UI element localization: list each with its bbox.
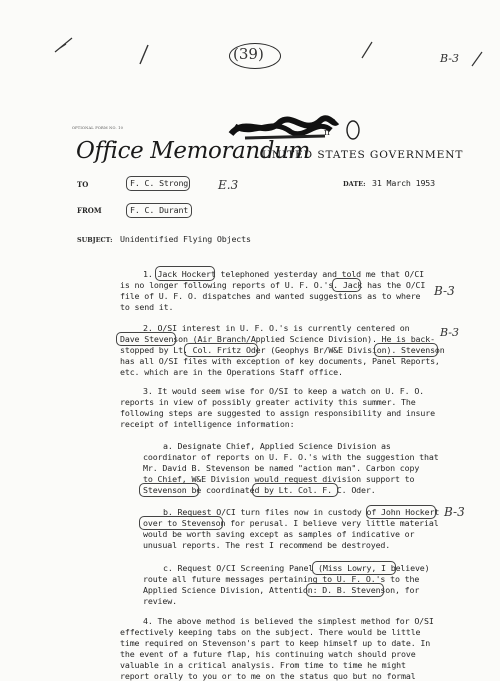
subject-label: SUBJECT: xyxy=(77,236,113,244)
handwritten-circle-mark xyxy=(342,118,364,142)
body-line: would be worth saving except as samples of indicative or xyxy=(143,529,415,539)
body-line: 1. Jack Hockert telephoned yesterday and told me that O/CI xyxy=(143,269,425,279)
bracket-jack-hockert xyxy=(155,266,215,281)
body-line: stopped by Lt. Col. Fritz Oder (Geophys Br/W&E Division). Stevenson xyxy=(120,345,445,355)
body-line: 3. It would seem wise for O/SI to keep a watch on U. F. O. xyxy=(143,386,425,396)
margin-note-3: B-3 xyxy=(444,505,465,519)
margin-note-top: B-3 xyxy=(440,52,460,65)
from-label: FROM xyxy=(77,206,102,215)
body-line: to send it. xyxy=(120,302,174,312)
body-line: time required on Stevenson's part to keep himself up to date. In xyxy=(120,638,431,648)
bracket-oder-3a xyxy=(252,483,338,497)
bracket-stevenson xyxy=(374,343,438,357)
bracket-db-stevenson xyxy=(306,583,384,597)
to-label: TO xyxy=(77,180,89,189)
margin-tick-marks xyxy=(0,0,500,120)
body-line: the event of a future flap, his continuing watch should prove xyxy=(120,649,416,659)
body-line: Applied Science Division, Attention: D. B. Stevenson, for xyxy=(143,585,420,595)
margin-note-1: B-3 xyxy=(434,284,455,298)
redacted-text-fragment: n xyxy=(324,128,330,138)
government-heading: UNITED STATES GOVERNMENT xyxy=(262,149,464,161)
body-line: to Chief, W&E Division would request division support to xyxy=(143,474,415,484)
body-line: has all O/SI files with exception of key documents, Panel Reports, xyxy=(120,356,440,366)
body-line: receipt of intelligence information: xyxy=(120,419,295,429)
date-value: 31 March 1953 xyxy=(372,178,435,188)
bracket-miss-lowry xyxy=(312,561,396,575)
bracket-dave-stevenson xyxy=(116,332,176,346)
body-line: is no longer following reports of U. F. O.'s. Jack has the O/CI xyxy=(120,280,426,290)
to-value: F. C. Strong xyxy=(130,178,189,188)
body-line: effectively keeping tabs on the subject. There would be little xyxy=(120,627,421,637)
body-line: b. Request O/CI turn files now in custody of John Hockert xyxy=(163,507,440,517)
memo-title: Office Memorandum xyxy=(76,138,310,164)
from-value: F. C. Durant xyxy=(130,205,189,215)
bracket-stevenson-3b xyxy=(139,516,223,530)
body-line: coordinator of reports on U. F. O.'s with the suggestion that xyxy=(143,452,439,462)
body-line: unusual reports. The rest I recommend be destroyed. xyxy=(143,540,391,550)
body-line: valuable in a critical analysis. From time to time he might xyxy=(120,660,406,670)
body-line: Stevenson be coordinated by Lt. Col. F. C. Oder. xyxy=(143,485,376,495)
body-line: Mr. David B. Stevenson be named "action man". Carbon copy xyxy=(143,463,420,473)
body-line: Dave Stevenson (Air Branch/Applied Science Division). He is back- xyxy=(120,334,435,344)
body-line: c. Request O/CI Screening Panel (Miss Lowry, I believe) xyxy=(163,563,430,573)
bracket-stevenson-3a xyxy=(139,483,199,497)
bracket-jack xyxy=(332,278,361,292)
bracket-fritz-oder xyxy=(184,343,258,357)
body-line: a. Designate Chief, Applied Science Division as xyxy=(163,441,391,451)
bracket-john-hockert xyxy=(366,505,436,519)
subject-value: Unidentified Flying Objects xyxy=(120,234,251,244)
margin-note-2: B-3 xyxy=(440,326,460,339)
date-label: DATE: xyxy=(343,180,366,188)
body-line: 4. The above method is believed the simplest method for O/SI xyxy=(143,616,434,626)
from-value-bracket xyxy=(126,203,192,218)
body-line: 2. O/SI interest in U. F. O.'s is currently centered on xyxy=(143,323,410,333)
page-number: (39) xyxy=(233,45,264,63)
body-line: etc. which are in the Operations Staff office. xyxy=(120,367,343,377)
body-line: file of U. F. O. dispatches and wanted suggestions as to where xyxy=(120,291,421,301)
body-line: following steps are suggested to assign responsibility and insure xyxy=(120,408,435,418)
to-value-bracket xyxy=(126,176,190,191)
body-line: reports in view of possibly greater activity this summer. The xyxy=(120,397,416,407)
body-line: report orally to you or to me on the status quo but no formal xyxy=(120,671,416,681)
body-line: over to Stevenson for perusal. I believe very little material xyxy=(143,518,439,528)
handwritten-initials: E.3 xyxy=(218,178,239,192)
body-line: review. xyxy=(143,596,177,606)
body-line: route all future messages pertaining to U. F. O.'s to the xyxy=(143,574,420,584)
form-note: OPTIONAL FORM NO. 10 xyxy=(72,126,124,130)
